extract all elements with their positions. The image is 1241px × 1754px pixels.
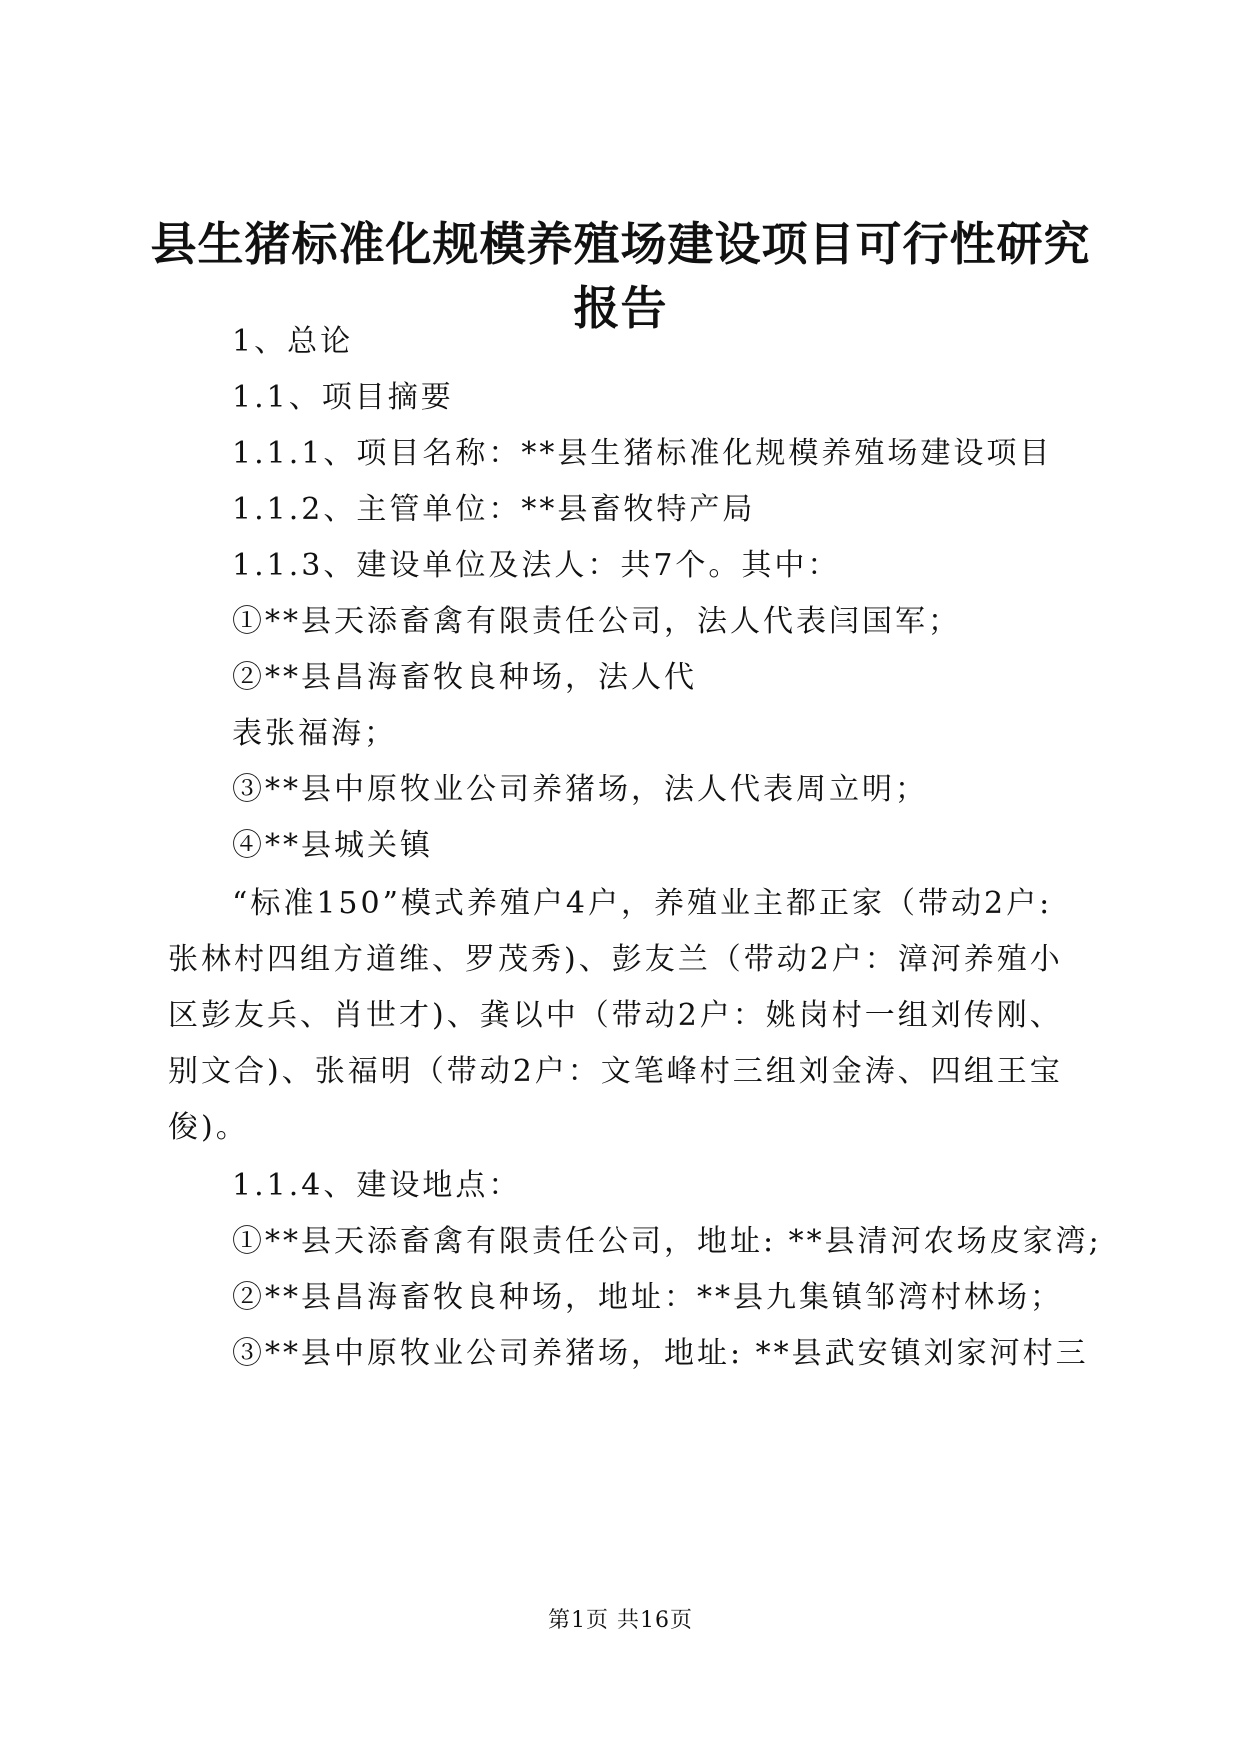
heading-project-summary: 1.1、项目摘要 [232, 380, 454, 415]
title-line-2: 报告 [573, 281, 668, 335]
list-item: ④**县城关镇 [232, 828, 433, 863]
paragraph-line: “标准150”模式养殖户4户，养殖业主都正家（带动2户: [232, 886, 1053, 921]
page-footer: 第1页 共16页 [548, 1608, 693, 1633]
paragraph-line: 区彭友兵、肖世才)、龚以中（带动2户：姚岗村一组刘传刚、 [168, 998, 1063, 1033]
list-item: ②**县昌海畜牧良种场，法人代 [232, 660, 697, 695]
paragraph-line: 别文合)、张福明（带动2户：文笔峰村三组刘金涛、四组王宝 [168, 1054, 1063, 1089]
list-item: ②**县昌海畜牧良种场，地址：**县九集镇邹湾村林场； [232, 1280, 1063, 1315]
list-item: ①**县天添畜禽有限责任公司，法人代表闫国军； [232, 604, 961, 639]
document-title [150, 212, 1091, 340]
list-item: ①**县天添畜禽有限责任公司，地址: **县清河农场皮家湾; [232, 1224, 1102, 1259]
supervisor-line: 1.1.2、主管单位：**县畜牧特产局 [232, 492, 756, 527]
paragraph-line: 张林村四组方道维、罗茂秀)、彭友兰（带动2户：漳河养殖小 [168, 942, 1063, 977]
location-heading: 1.1.4、建设地点： [232, 1168, 522, 1203]
project-name-line: 1.1.1、项目名称：**县生猪标准化规模养殖场建设项目 [232, 436, 1053, 471]
title-line-1: 县生猪标准化规模养殖场建设项目可行性研究 [150, 217, 1091, 271]
list-item: ③**县中原牧业公司养猪场，地址: **县武安镇刘家河村三 [232, 1336, 1089, 1371]
list-item: ③**县中原牧业公司养猪场，法人代表周立明； [232, 772, 928, 807]
list-item-continued: 表张福海； [232, 716, 397, 751]
heading-general: 1、总论 [232, 324, 354, 359]
paragraph-line: 俊)。 [168, 1110, 249, 1145]
builder-line: 1.1.3、建设单位及法人：共7个。其中： [232, 548, 841, 583]
